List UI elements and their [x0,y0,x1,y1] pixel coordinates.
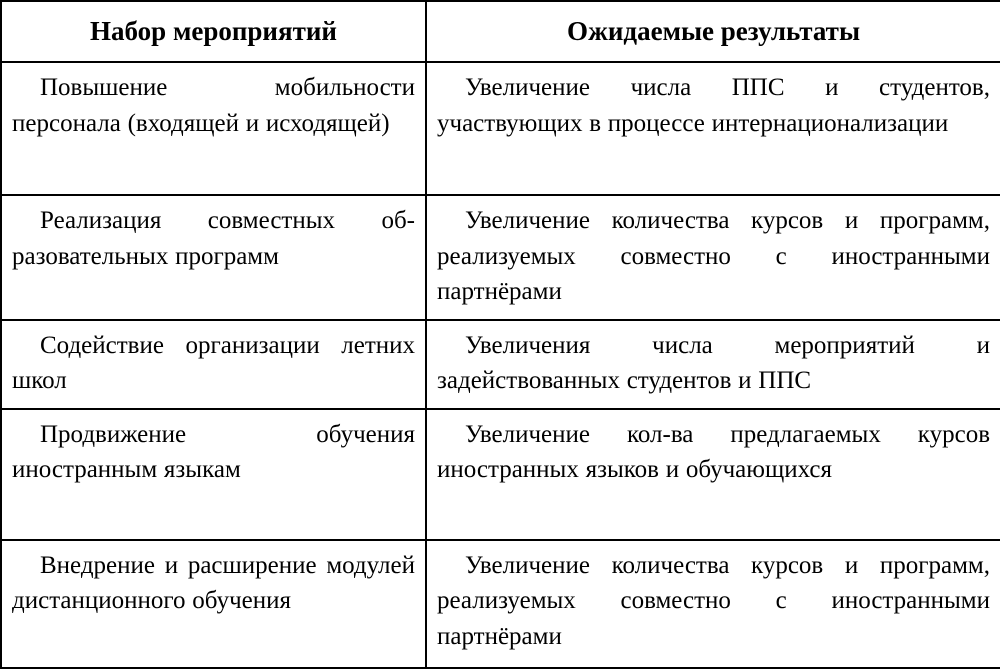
cell-result: Увеличение количества курсов и программ, реализуемых совместно с иностранными партнёрами [426,195,1000,320]
table-row [1,409,1000,540]
cell-measure: Внедрение и расширение модулей дистанционного обучения [1,540,426,668]
cell-result: Увеличение количества курсов и программ, реализуемых совместно с иностранными партнёрами [426,540,1000,668]
table-row [1,62,1000,195]
table-row [1,320,1000,409]
table-header-row [1,1,1000,62]
cell-result: Увеличение числа ППС и студентов, участвующих в процессе интернационализации [426,62,1000,195]
cell-measure: Реализация совместных образовательных программ [1,195,426,320]
cell-measure: Содействие организации летних школ [1,320,426,409]
cell-measure: Продвижение обучения иностранным языкам [1,409,426,540]
column-header-results: Ожидаемые результаты [426,1,1000,62]
cell-result: Увеличения числа мероприятий и задействованных студентов и ППС [426,320,1000,409]
table-row [1,195,1000,320]
table-header [1,1,1000,62]
cell-result: Увеличение кол-ва предлагаемых курсов иностранных языков и обучающихся [426,409,1000,540]
table-body [1,62,1000,668]
cell-measure: Повышение мобильности персонала (входящей и исходящей) [1,62,426,195]
column-header-measures: Набор мероприятий [1,1,426,62]
table-row [1,540,1000,668]
